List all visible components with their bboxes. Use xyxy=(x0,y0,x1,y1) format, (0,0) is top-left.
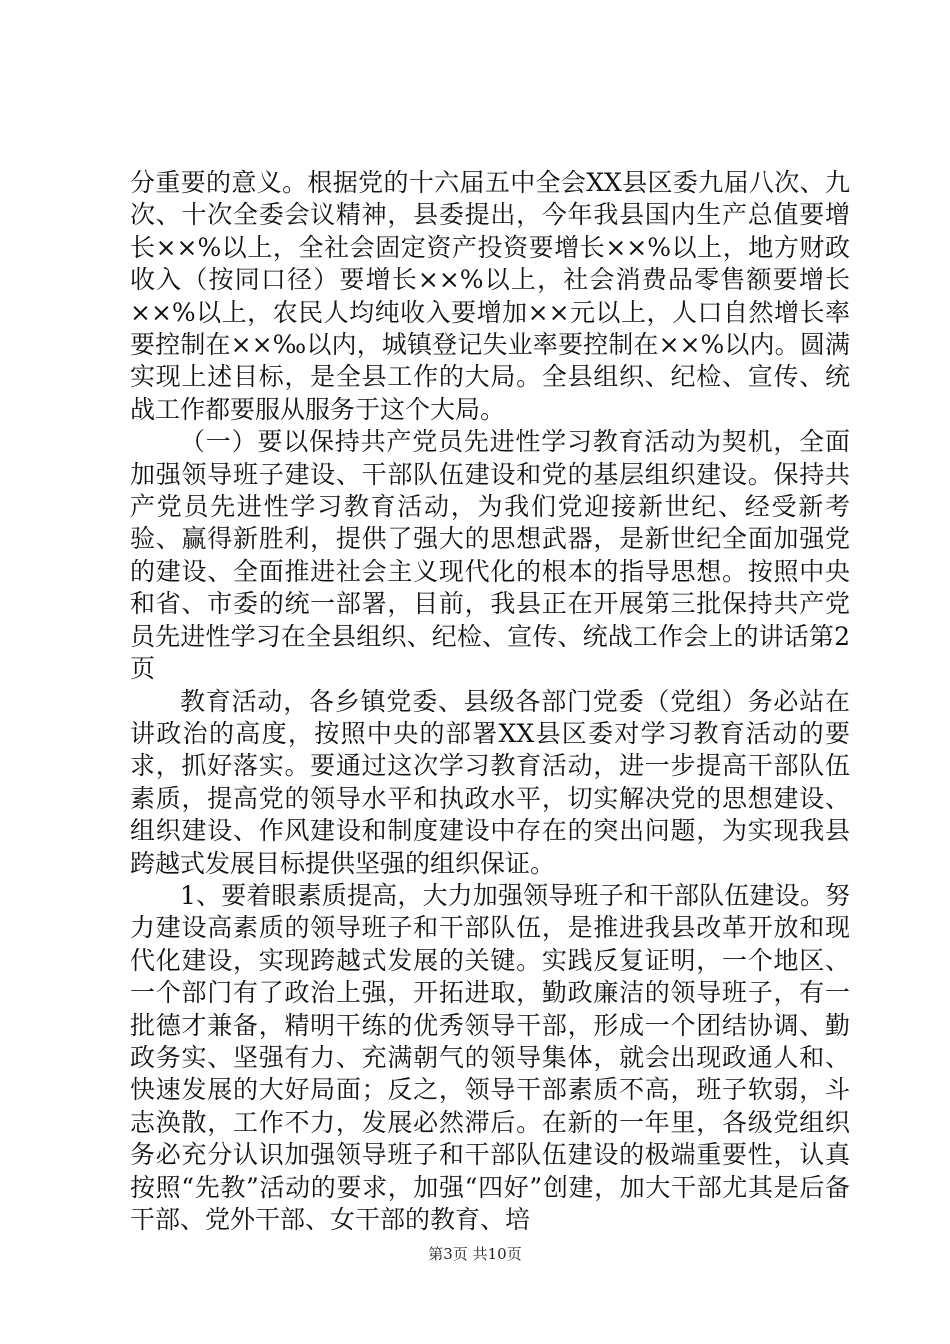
document-body xyxy=(130,167,850,1236)
paragraph-continuation: 分重要的意义。根据党的十六届五中全会XX县区委九届八次、九次、十次全委会议精神，县委提出，今年我县国内生产总值要增长××%以上，全社会固定资产投资要增长××%以上，地方财政收入（按同口径）要增长××%以上，社会消费品零售额要增长××%以上，农民人均纯收入要增加××元以上，人口自然增长率要控制在××‰以内，城镇登记失业率要控制在××%以内。圆满实现上述目标，是全县工作的大局。全县组织、纪检、宣传、统战工作都要服从服务于这个大局。 xyxy=(130,168,850,424)
paragraph-section-one: （一）要以保持共产党员先进性学习教育活动为契机，全面加强领导班子建设、干部队伍建设和党的基层组织建设。保持共产党员先进性学习教育活动，为我们党迎接新世纪、经受新考验、赢得新胜利，提供了强大的思想武器，是新世纪全面加强党的建设、全面推进社会主义现代化的根本的指导思想。按照中央和省、市委的统一部署，目前，我县正在开展第三批保持共产党员先进性学习在全县组织、纪检、宣传、统战工作会上的讲话第2页 xyxy=(130,427,850,684)
page-number-footer: 第3页 共10页 xyxy=(428,1245,522,1263)
paragraph-item-one: 1、要着眼素质提高，大力加强领导班子和干部队伍建设。努力建设高素质的领导班子和干部队伍，是推进我县改革开放和现代化建设，实现跨越式发展的关键。实践反复证明，一个地区、一个部门有了政治上强，开拓进取，勤政廉洁的领导班子，有一批德才兼备，精明干练的优秀领导干部，形成一个团结协调、勤政务实、坚强有力、充满朝气的领导集体，就会出现政通人和、快速发展的大好局面；反之，领导干部素质不高，班子软弱，斗志涣散，工作不力，发展必然滞后。在新的一年里，各级党组织务必充分认识加强领导班子和干部队伍建设的极端重要性，认真按照“先教”活动的要求，加强“四好”创建，加大干部尤其是后备干部、党外干部、女干部的教育、培 xyxy=(130,880,850,1234)
paragraph-education-activity: 教育活动，各乡镇党委、县级各部门党委（党组）务必站在讲政治的高度，按照中央的部署XX县区委对学习教育活动的要求，抓好落实。要通过这次学习教育活动，进一步提高干部队伍素质，提高党的领导水平和执政水平，切实解决党的思想建设、组织建设、作风建设和制度建设中存在的突出问题，为实现我县跨越式发展目标提供坚强的组织保证。 xyxy=(130,686,850,878)
